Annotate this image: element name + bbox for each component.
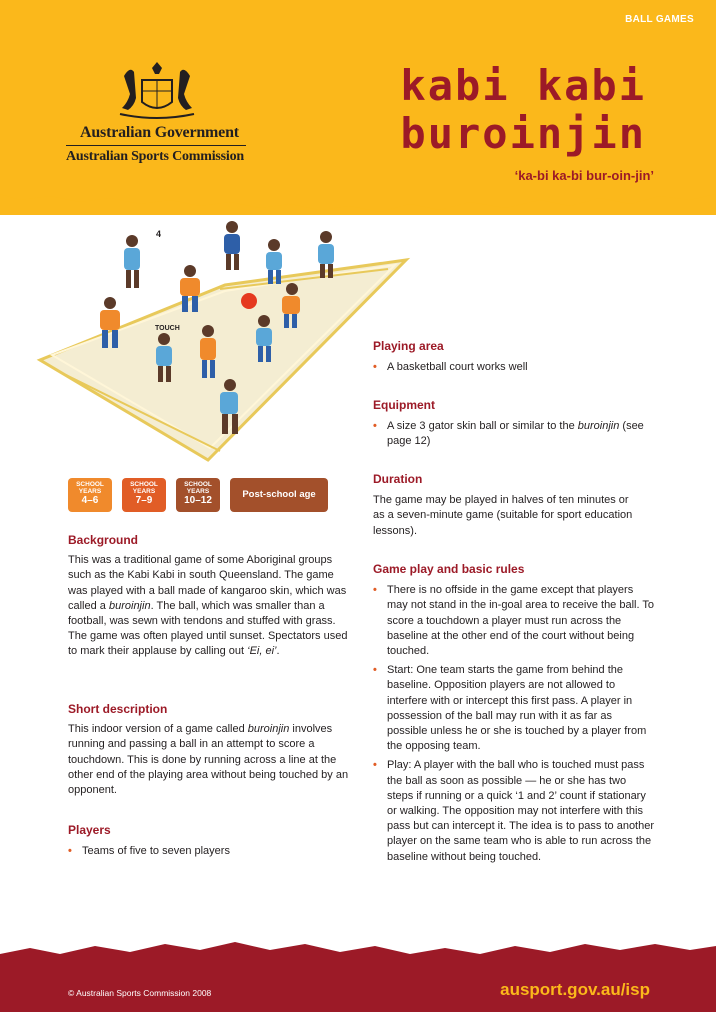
list-item: • A size 3 gator skin ball or similar to the buroinjin (see page 12) [373, 419, 655, 449]
rules-section [373, 562, 655, 865]
number-label: 4 [156, 229, 162, 239]
badge-label: SCHOOL [76, 481, 104, 488]
list-item: • Start: One team starts the game from behind the baseline. Opposition players are not allowed to interfere with or intercept this first pass. A player in possession of the ball may run with it as far as possible unless he or she is touched by a player from the opposing team. [373, 663, 655, 754]
rules-heading: Game play and basic rules [373, 562, 525, 576]
pronunciation: ‘ka-bi ka-bi bur-oin-jin’ [514, 168, 654, 183]
equipment-section [373, 398, 655, 450]
badge-label: SCHOOL [130, 481, 158, 488]
ball-icon [241, 293, 257, 309]
playing-area-section [373, 339, 655, 375]
equipment-list [373, 419, 655, 449]
duration-text: The game may be played in halves of ten minutes or as a seven-minute game (suitable for sport education lessons). [373, 494, 633, 537]
game-illustration [30, 215, 420, 465]
playing-area-list [373, 360, 655, 375]
equipment-heading: Equipment [373, 398, 435, 412]
rules-list [373, 583, 655, 865]
playing-area-heading: Playing area [373, 339, 444, 353]
players-section [68, 823, 350, 859]
duration-heading: Duration [373, 472, 423, 486]
list-item: • A basketball court works well [373, 360, 655, 375]
players-list [68, 844, 350, 859]
website-link[interactable]: ausport.gov.au/isp [500, 980, 650, 999]
list-item: • Play: A player with the ball who is touched must pass the ball as soon as possible — he or she has two steps if running or a quick ‘1 and 2’ count if stationary or walking. The opposition may not interfere with this pass but can intercept it. The idea is to pass to another player on the same team who is able to run across the baseline without being touched. [373, 758, 655, 864]
list-item: • There is no offside in the game except that players may not stand in the in-goal area to receive the ball. To score a touchdown a player must run across the baseline at the other end of the court without being touched. [373, 583, 655, 659]
badge-years: 10–12 [184, 495, 212, 506]
short-description-section [68, 702, 350, 798]
background-section [68, 533, 350, 660]
badge-label: SCHOOL [184, 481, 212, 488]
badge-years-10-12 [176, 478, 220, 512]
footer-band [0, 940, 716, 1012]
school-years-badges [68, 478, 328, 512]
badge-years: 4–6 [81, 495, 99, 506]
touch-label: TOUCH [155, 325, 180, 332]
badge-post-school: Post-school age [230, 478, 328, 512]
badge-label: YEARS [186, 488, 210, 495]
list-item: • Teams of five to seven players [68, 844, 350, 859]
players-heading: Players [68, 823, 111, 837]
player-figure [124, 235, 140, 288]
title-line-2: buroinjin [400, 109, 646, 158]
player-figure [224, 221, 240, 270]
badge-label: YEARS [132, 488, 156, 495]
background-heading: Background [68, 533, 139, 547]
government-name: Australian Government [80, 124, 239, 141]
logo-divider [66, 145, 246, 146]
duration-section [373, 472, 655, 539]
short-description-heading: Short description [68, 702, 168, 716]
commission-name: Australian Sports Commission [66, 149, 244, 164]
title-line-1: kabi kabi [400, 61, 646, 110]
badge-years: 7–9 [135, 495, 153, 506]
coat-of-arms-icon [112, 62, 202, 122]
short-description-text: This indoor version of a game called buroinjin involves running and passing a ball in an attempt to score a touchdown. This is done by running across a line at the other end of the playing area without being touched by an opponent. [68, 723, 349, 797]
badge-years-4-6 [68, 478, 112, 512]
copyright: © Australian Sports Commission 2008 [68, 988, 212, 998]
badge-years-7-9 [122, 478, 166, 512]
game-title [400, 62, 646, 158]
badge-label: YEARS [78, 488, 102, 495]
section-label: BALL GAMES [625, 14, 694, 25]
background-text: This was a traditional game of some Aboriginal groups such as the Kabi Kabi in south Queensland. The game was played with a ball made of kangaroo skin, which was called a buroinjin. The ball, which was smaller than a football, was sewn with tendons and stuffed with grass. The game was often played until sunset. Spectators used to mark their applause by calling out ‘Ei, ei’. [68, 554, 348, 658]
